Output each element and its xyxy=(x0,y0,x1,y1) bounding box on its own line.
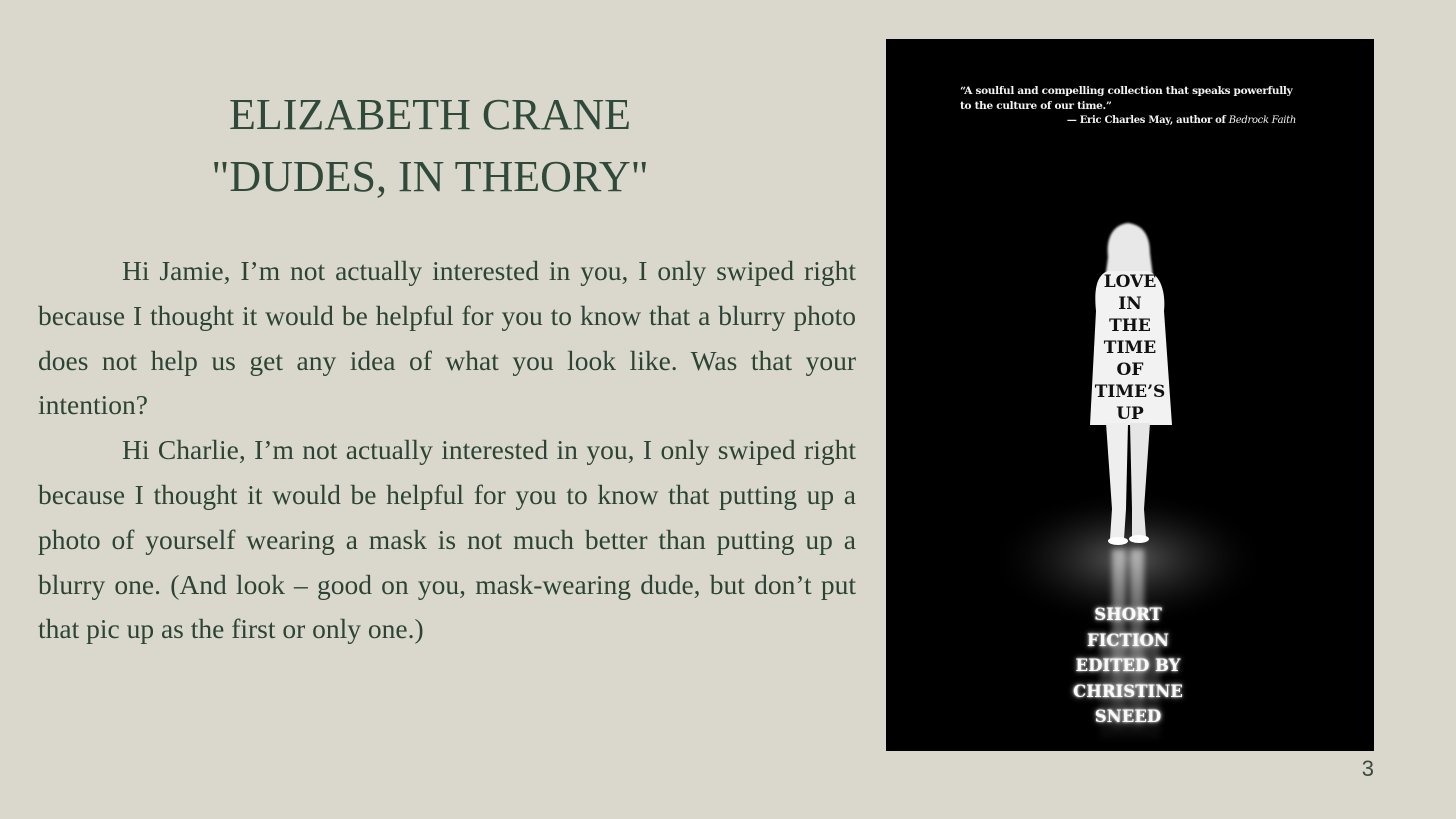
cover-subtitle xyxy=(1052,602,1204,730)
cover-title-line: LOVE xyxy=(1103,272,1157,292)
cover-title-line: UP xyxy=(1116,404,1144,424)
attribution-author: — Eric Charles May, author of xyxy=(1066,115,1229,126)
cover-subtitle-line: SHORT xyxy=(1094,605,1162,624)
paragraph-charlie: Hi Charlie, I’m not actually interested in you, I only swiped right because I thought it would be helpful for you to know that putting up a photo of yourself wearing a mask is not much better than putting up a blurry one. (And look – good on you, mask-wearing dude, but don’t put that pic up as the first or only one.) xyxy=(38,434,856,645)
story-excerpt xyxy=(38,249,856,652)
cover-quote: “A soulful and compelling collection that speaks powerfully to the culture of our time.” xyxy=(960,85,1293,112)
slide-title xyxy=(130,84,730,208)
cover-subtitle-line: CHRISTINE xyxy=(1073,681,1183,701)
cover-title-line: TIME xyxy=(1103,338,1157,358)
author-name: ELIZABETH CRANE xyxy=(228,90,632,139)
cover-title xyxy=(1082,271,1178,425)
cover-subtitle-line: SNEED xyxy=(1094,707,1162,726)
book-cover xyxy=(886,39,1374,751)
story-title: "DUDES, IN THEORY" xyxy=(211,152,649,201)
cover-title-line: OF xyxy=(1116,360,1144,380)
attribution-book: Bedrock Faith xyxy=(1228,115,1296,126)
cover-subtitle-line: FICTION xyxy=(1086,630,1170,650)
paragraph-jamie: Hi Jamie, I’m not actually interested in you, I only swiped right because I thought it would be helpful for you to know that a blurry photo does not help us get any idea of what you look like. Was that your intention? xyxy=(38,255,856,421)
cover-title-line: THE xyxy=(1109,316,1151,336)
cover-title-line: TIME’S xyxy=(1094,382,1166,402)
cover-title-line: IN xyxy=(1118,294,1142,314)
page-number: 3 xyxy=(1361,756,1374,781)
cover-subtitle-line: EDITED BY xyxy=(1075,656,1181,675)
cover-attribution xyxy=(1067,115,1296,126)
